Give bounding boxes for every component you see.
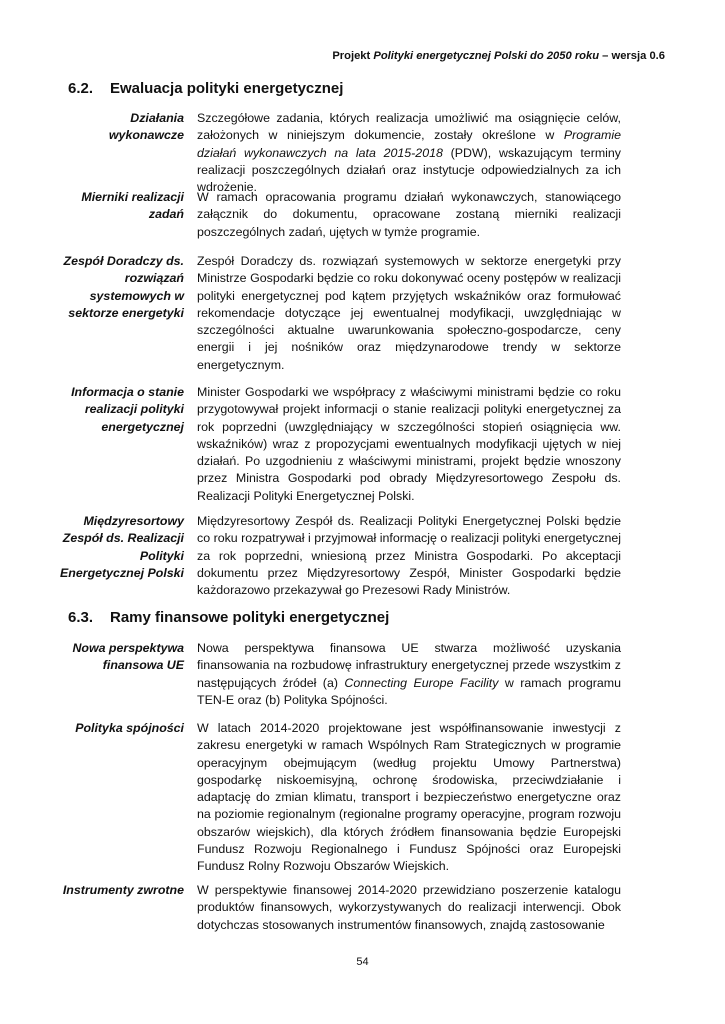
section-number: 6.3. — [68, 609, 94, 626]
section-number: 6.2. — [68, 80, 94, 97]
text-run: W ramach opracowania programu działań wykonawczych, stanowiącego załącznik do dokumentu, opracowane zostaną mierniki realizacji poszczególnych zadań, ujętych w tymże programie. — [197, 190, 621, 239]
emphasized-text: Programie działań wykonawczych na lata 2015-2018 — [197, 128, 621, 160]
section-title: Ewaluacja polityki energetycznej — [110, 80, 344, 97]
section-heading-financial-framework — [68, 609, 389, 626]
text-run: w ramach programu TEN-E oraz (b) Polityka Spójności. — [197, 675, 622, 707]
paragraph-text — [197, 189, 621, 241]
paragraph-text — [197, 384, 621, 505]
header-title: Polityki energetycznej Polski do 2050 roku — [373, 50, 600, 62]
text-run: W latach 2014-2020 projektowane jest współfinansowanie inwestycji z zakresu energetyki w ramach Wspólnych Ram Strategicznych w programie operacyjnym obejmującym (według projektu Umowy Partnerstwa) gospodarkę niskoemisyjną, ochronę środowiska, przeciwdziałanie i adaptację do zmian klimatu, transport i bezpieczeństwo energetyczne oraz na poziomie regionalnym (regionalne programy operacyjne, program rozwoju obszarów wiejskich), dla których źródłem finansowania będzie Europejski Fundusz Rozwoju Regionalnego i Fundusz Spójności oraz Europejski Fundusz Rolny Rozwoju Obszarów Wiejskich. — [197, 721, 621, 874]
page-number: 54 — [356, 956, 369, 968]
text-run: Nowa perspektywa finansowa UE stwarza możliwość uzyskania finansowania na rozbudowę infrastruktury energetycznej przede wszystkim z następujących źródeł (a) — [197, 641, 621, 690]
margin-label: Informacja o stanie realizacji polityki energetycznej — [71, 385, 184, 434]
header-prefix: Projekt — [332, 50, 374, 62]
margin-label: Mierniki realizacji zadań — [81, 190, 184, 222]
margin-label: Zespół Doradczy ds. rozwiązań systemowych w sektorze energetyki — [63, 254, 184, 320]
paragraph-text — [197, 882, 621, 934]
margin-label: Polityka spójności — [75, 721, 184, 735]
paragraph-text — [197, 720, 621, 876]
text-run: Szczegółowe zadania, których realizacja umożliwić ma osiągnięcie celów, założonych w niniejszym dokumencie, zostały określone w — [197, 111, 621, 143]
text-run: Międzyresortowy Zespół ds. Realizacji Polityki Energetycznej Polski będzie co roku rozpatrywał i przyjmował informację o realizacji polityki energetycznej za rok poprzedni, wniesioną przez Ministra Gospodarki. Po akceptacji dokumentu przez Międzyresortowy Zespół, Minister Gospodarki będzie każdorazowo przekazywał go Prezesowi Rady Ministrów. — [197, 514, 621, 598]
text-run: (PDW), wskazującym terminy realizacji poszczególnych działań oraz instytucje odpowiedzialnych za ich wdrożenie. — [197, 145, 621, 195]
section-heading-evaluation — [68, 80, 343, 97]
section-title: Ramy finansowe polityki energetycznej — [110, 609, 390, 626]
text-run: Minister Gospodarki we współpracy z właściwymi ministrami będzie co roku przygotowywał projekt informacji o stanie realizacji polityki energetycznej za rok poprzedni (uwzględniający w szczególności stopień osiągnięcia ww. wskaźników) wraz z propozycjami ewentualnych modyfikacji ujętych w niej działań. Po uzgodnieniu z właściwymi ministrami, projekt będzie wnoszony przez Ministra Gospodarki pod obrady Międzyresortowego Zespołu ds. Realizacji Polityki Energetycznej Polski. — [197, 385, 621, 503]
margin-label: Działania wykonawcze — [108, 111, 184, 143]
margin-label: Nowa perspektywa finansowa UE — [72, 641, 184, 673]
margin-label: Międzyresortowy Zespół ds. Realizacji Polityki Energetycznej Polski — [60, 514, 184, 580]
margin-label: Instrumenty zwrotne — [62, 883, 184, 897]
text-run: W perspektywie finansowej 2014-2020 przewidziano poszerzenie katalogu produktów finansowych, wykorzystywanych do realizacji interwencji. Obok dotychczas stosowanych instrumentów finansowych, znajdą zastosowanie — [197, 883, 621, 932]
running-header — [332, 50, 665, 62]
emphasized-text: Connecting Europe Facility — [344, 675, 499, 690]
text-run: Zespół Doradczy ds. rozwiązań systemowych w sektorze energetyki przy Ministrze Gospodarki będzie co roku dokonywać oceny postępów w realizacji polityki energetycznej pod kątem przyjętych wskaźników oraz formułować rekomendacje dotyczące jej ewentualnej modyfikacji, uwzględniając w szczególności aktualne uwarunkowania społeczno-gospodarcze, ceny energii i jej nośników oraz międzynarodowe trendy w sektorze energetycznym. — [197, 254, 621, 372]
paragraph-text — [197, 640, 621, 709]
paragraph-text — [197, 513, 621, 599]
paragraph-text — [197, 110, 621, 196]
header-version: – wersja 0.6 — [599, 50, 665, 62]
paragraph-text — [197, 253, 621, 374]
